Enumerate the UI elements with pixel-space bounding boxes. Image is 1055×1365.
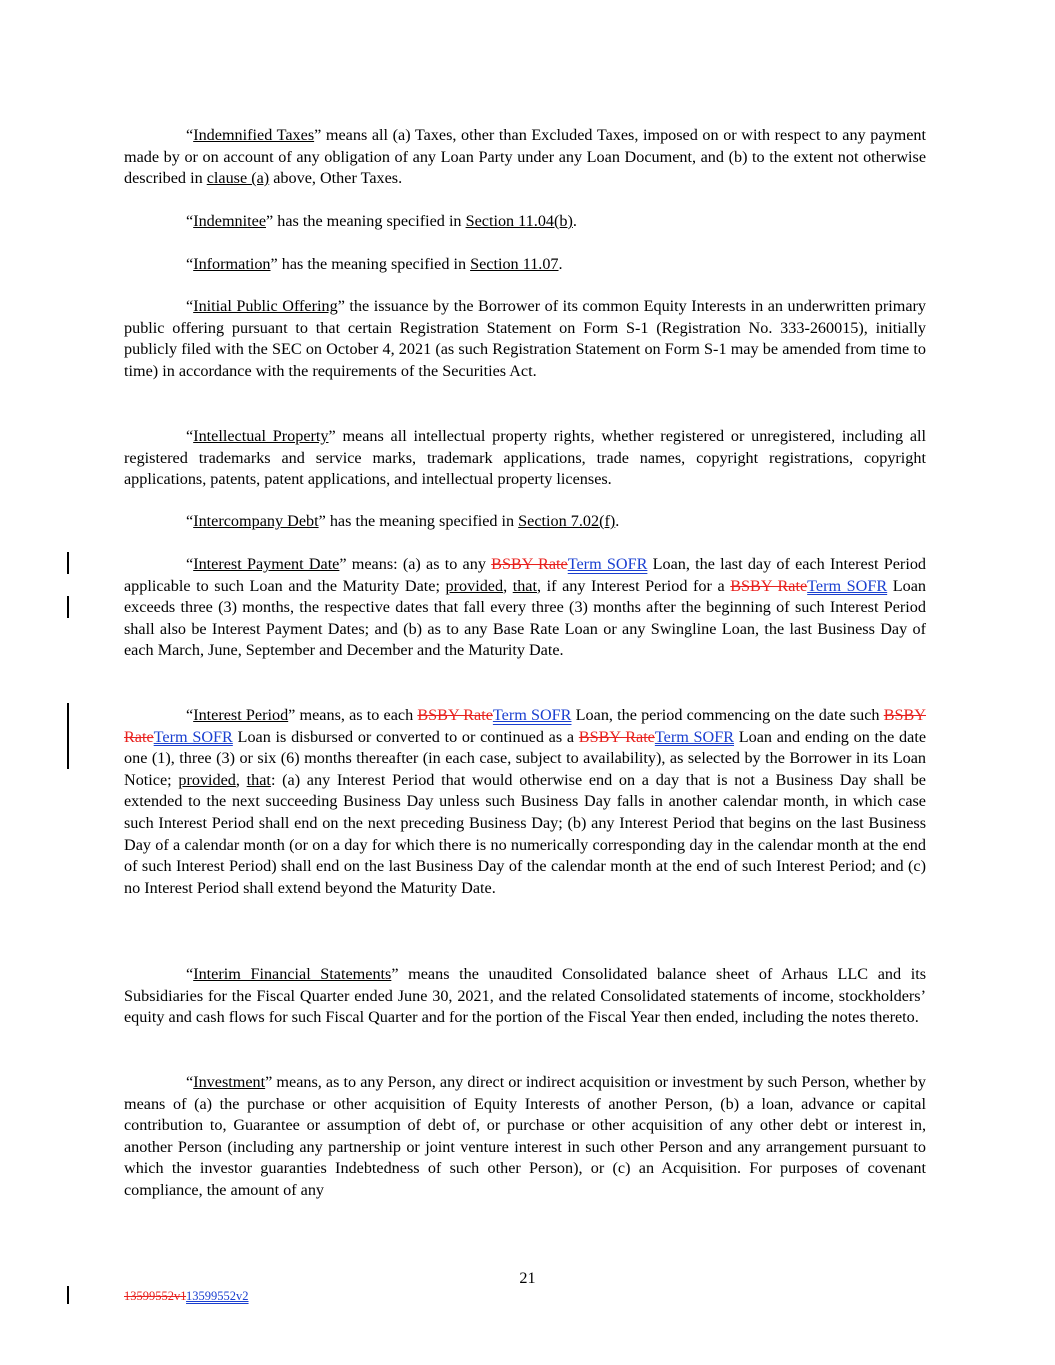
- defined-term: Intercompany Debt: [193, 512, 319, 530]
- page-number: 21: [519, 1269, 536, 1287]
- inserted-text: 13599552v2: [186, 1289, 249, 1303]
- definition-interest-period: “Interest Period” means, as to each BSBY RateTerm SOFR Loan, the period commencing on the date such BSBY RateTerm SOFR Loan is disbursed or converted to or continued as a BSBY RateTerm SOFR Loan and ending on the date one (1), three (3) or six (6) months thereafter (in each case, subject to availability), as selected by the Borrower in its Loan Notice; provided, that: (a) any Interest Period that would otherwise end on a day that is not a Business Day shall be extended to the next succeeding Business Day unless such Business Day falls in another calendar month, in which case such Interest Period shall end on the next preceding Business Day; (b) any Interest Period that begins on the last Business Day of a calendar month (or on a day for which there is no numerically corresponding day in the calendar month at the end of such Interest Period) shall end on the last Business Day of the calendar month at the end of such Interest Period; and (c) no Interest Period shall extend beyond the Maturity Date.: [124, 706, 926, 897]
- defined-term: Interim Financial Statements: [193, 965, 392, 983]
- change-bar: [67, 703, 69, 769]
- definition-indemnified-taxes: “Indemnified Taxes” means all (a) Taxes, other than Excluded Taxes, imposed on or with respect to any payment made by or on account of any obligation of any Loan Party under any Loan Document, and (b) to the extent not otherwise described in clause (a) above, Other Taxes.: [124, 126, 926, 188]
- deleted-text: BSBY Rate: [417, 706, 493, 724]
- change-bar: [67, 596, 69, 618]
- deleted-text: BSBY Rate: [491, 555, 568, 573]
- cross-reference: Section 11.04(b): [465, 212, 573, 230]
- definition-initial-public-offering: “Initial Public Offering” the issuance by the Borrower of its common Equity Interests in an underwritten primary public offering pursuant to that certain Registration Statement on Form S-1 (Registration No. 333-260015), initially publicly filed with the SEC on October 4, 2021 (as such Registration Statement on Form S-1 may be amended from time to time) in accordance with the requirements of the Securities Act.: [124, 297, 927, 380]
- that-term: that: [512, 576, 537, 595]
- cross-reference: Section 7.02(f): [518, 512, 616, 530]
- definition-interim-financial-statements: “Interim Financial Statements” means the unaudited Consolidated balance sheet of Arhaus LLC and its Subsidiaries for the Fiscal Quarter ended June 30, 2021, and the related Consolidated statements of income, stockholders’ equity and cash flows for such Fiscal Quarter and for the portion of the Fiscal Year then ended, including the notes thereto.: [124, 965, 926, 1027]
- provided-term: provided: [445, 576, 504, 595]
- deleted-text: BSBY Rate: [730, 576, 808, 595]
- document-id: [124, 1288, 249, 1304]
- definition-information: “Information” has the meaning specified in Section 11.07.: [186, 255, 563, 273]
- definition-indemnitee: “Indemnitee” has the meaning specified in Section 11.04(b).: [186, 212, 577, 230]
- definition-intercompany-debt: “Intercompany Debt” has the meaning specified in Section 7.02(f).: [186, 512, 620, 530]
- defined-term: Intellectual Property: [193, 427, 329, 445]
- that-term: that: [246, 770, 271, 789]
- inserted-text: Term SOFR: [492, 706, 572, 724]
- cross-reference: clause (a): [206, 169, 270, 188]
- definition-interest-payment-date: “Interest Payment Date” means: (a) as to any BSBY RateTerm SOFR Loan, the last day of each Interest Period applicable to such Loan and the Maturity Date; provided, that, if any Interest Period for a BSBY RateTerm SOFR Loan exceeds three (3) months, the respective dates that fall every three (3) months after the beginning of such Interest Period shall also be Interest Payment Dates; and (b) as to any Base Rate Loan or any Swingline Loan, the last Business Day of each March, June, September and December and the Maturity Date.: [124, 555, 927, 660]
- change-bar: [67, 1286, 69, 1304]
- defined-term: Initial Public Offering: [193, 297, 338, 315]
- definition-investment: “Investment” means, as to any Person, any direct or indirect acquisition or investment by such Person, whether by means of (a) the purchase or other acquisition of Equity Interests of another Person, (b) a loan, advance or capital contribution to, Guarantee or assumption of debt of, or purchase or other acquisition of any other debt or interest in, another Person (including any partnership or joint venture interest in such other Person and any arrangement pursuant to which the investor guaranties Indebtedness of such other Person), or (c) an Acquisition. For purposes of covenant compliance, the amount of any: [124, 1073, 926, 1199]
- deleted-text: BSBY Rate: [578, 727, 655, 746]
- defined-term: Indemnitee: [193, 212, 266, 230]
- defined-term: Interest Period: [193, 706, 289, 724]
- provided-term: provided: [178, 770, 236, 789]
- defined-term: Information: [193, 255, 271, 273]
- deleted-text: BSBY Rate: [124, 706, 926, 746]
- defined-term: Investment: [193, 1073, 266, 1091]
- inserted-text: Term SOFR: [153, 727, 233, 746]
- defined-term: Indemnified Taxes: [193, 126, 315, 144]
- definition-intellectual-property: “Intellectual Property” means all intellectual property rights, whether registered or unregistered, including all registered trademarks and service marks, trademark applications, trade names, copyright registrations, copyright applications, patents, patent applications, and intellectual property licenses.: [124, 427, 926, 489]
- cross-reference: Section 11.07: [470, 255, 559, 273]
- deleted-text: 13599552v1: [124, 1289, 187, 1303]
- inserted-text: Term SOFR: [654, 727, 735, 746]
- inserted-text: Term SOFR: [807, 576, 888, 595]
- defined-term: Interest Payment Date: [193, 555, 340, 573]
- change-bar: [67, 552, 69, 574]
- inserted-text: Term SOFR: [567, 555, 648, 573]
